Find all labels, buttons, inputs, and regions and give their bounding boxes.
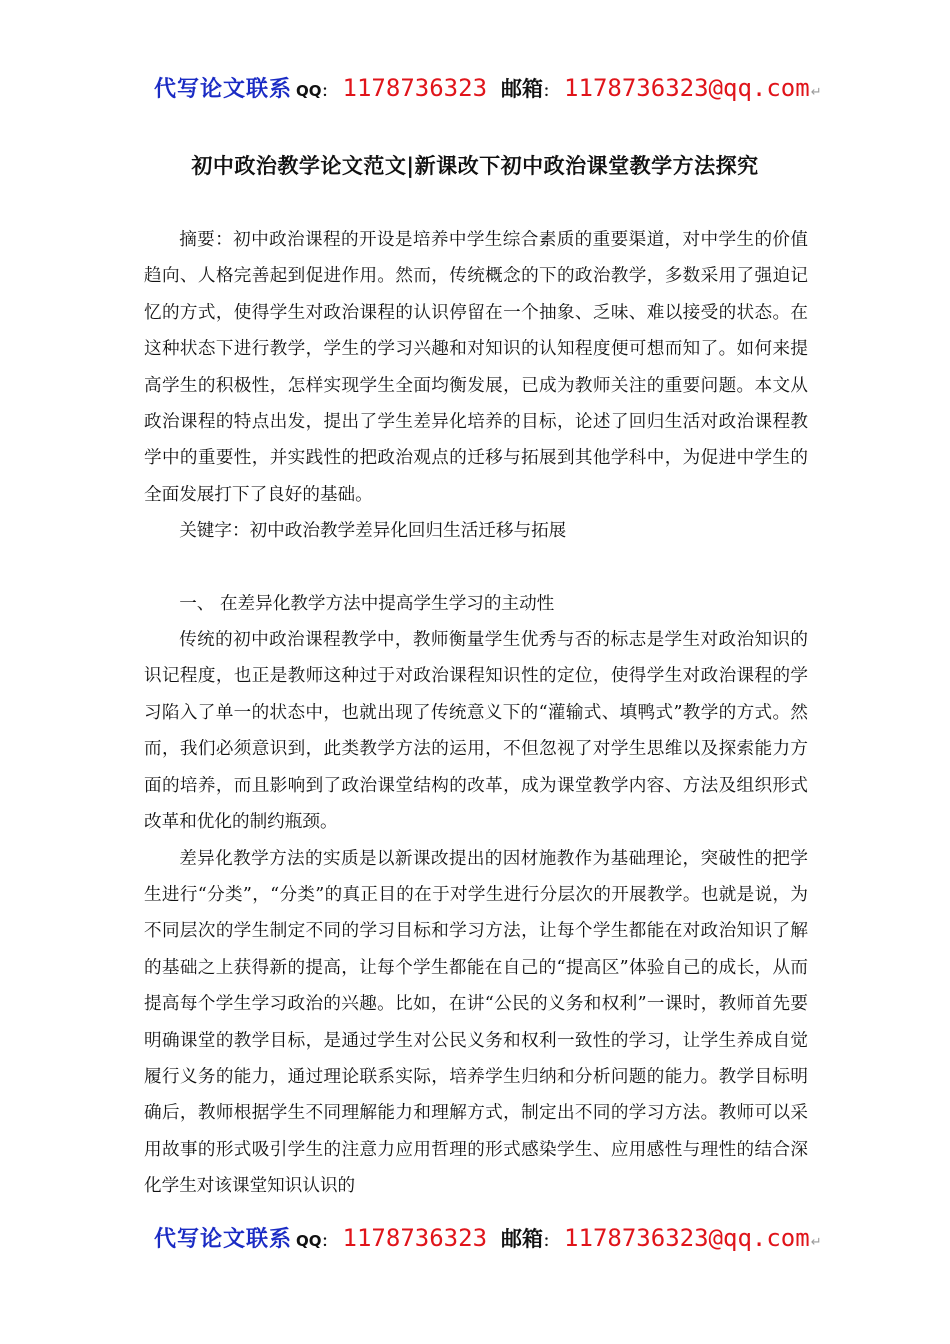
banner-mail-label: 邮箱 [501,1227,544,1251]
abstract-paragraph: 摘要：初中政治课程的开设是培养中学生综合素质的重要渠道，对中学生的价值趋向、人格完善起到促进作用。然而，传统概念的下的政治教学，多数采用了强迫记忆的方式，使得学生对政治课程的认识停留在一个抽象、乏味、难以接受的状态。在这种状态下进行教学，学生的学习兴趣和对知识的认知程度便可想而知了。如何来提高学生的积极性，怎样实现学生全面均衡发展，已成为教师关注的重要问题。本文从政治课程的特点出发，提出了学生差异化培养的目标，论述了回归生活对政治课程教学中的重要性，并实践性的把政治观点的迁移与拓展到其他学科中，为促进中学生的全面发展打下了良好的基础。 [144,230,808,505]
contact-banner-top [154,72,874,106]
banner-qq-label: QQ： [296,1232,337,1250]
body-paragraph: 差异化教学方法的实质是以新课改提出的因材施教作为基础理论，突破性的把学生进行“分类”，“分类”的真正目的在于对学生进行分层次的开展教学。也就是说，为不同层次的学生制定不同的学习目标和学习方法，让每个学生都能在对政治知识了解的基础之上获得新的提高，让每个学生都能在自己的“提高区”体验自己的成长，从而提高每个学生学习政治的兴趣。比如，在讲“公民的义务和权利”一课时，教师首先要明确课堂的教学目标，是通过学生对公民义务和权利一致性的学习，让学生养成自觉履行义务的能力，通过理论联系实际，培养学生归纳和分析问题的能力。教学目标明确后，教师根据学生不同理解能力和理解方式，制定出不同的学习方法。教师可以采用故事的形式吸引学生的注意力应用哲理的形式感染学生、应用感性与理性的结合深化学生对该课堂知识认识的 [144,848,808,1197]
banner-label: 代写论文联系 [154,1227,293,1252]
banner-email: 1178736323@qq.com [564,1224,810,1252]
paragraph-mark-icon: ↵ [810,85,822,100]
banner-email: 1178736323@qq.com [564,74,810,102]
banner-mail-label: 邮箱 [501,77,544,101]
blank-line [144,550,808,586]
section-heading: 一、 在差异化教学方法中提高学生学习的主动性 [179,593,555,614]
keywords-line: 关键字：初中政治教学差异化回归生活迁移与拓展 [179,521,567,542]
document-title: 初中政治教学论文范文|新课改下初中政治课堂教学方法探究 [191,154,759,178]
banner-label: 代写论文联系 [154,77,293,102]
banner-mail-colon: ： [543,82,559,100]
document-body [144,222,808,1205]
banner-qq-label: QQ： [296,82,337,100]
banner-qq-number: 1178736323 [342,74,488,102]
paragraph-mark-icon: ↵ [810,1235,822,1250]
banner-mail-colon: ： [543,1232,559,1250]
body-paragraph: 传统的初中政治课程教学中，教师衡量学生优秀与否的标志是学生对政治知识的识记程度，也正是教师这种过于对政治课程知识性的定位，使得学生对政治课程的学习陷入了单一的状态中，也就出现了传统意义下的“灌输式、填鸭式”教学的方式。然而，我们必须意识到，此类教学方法的运用，不但忽视了对学生思维以及探索能力方面的培养，而且影响到了政治课堂结构的改革，成为课堂教学内容、方法及组织形式改革和优化的制约瓶颈。 [144,630,808,833]
banner-qq-number: 1178736323 [342,1224,488,1252]
contact-banner-bottom [154,1222,874,1256]
